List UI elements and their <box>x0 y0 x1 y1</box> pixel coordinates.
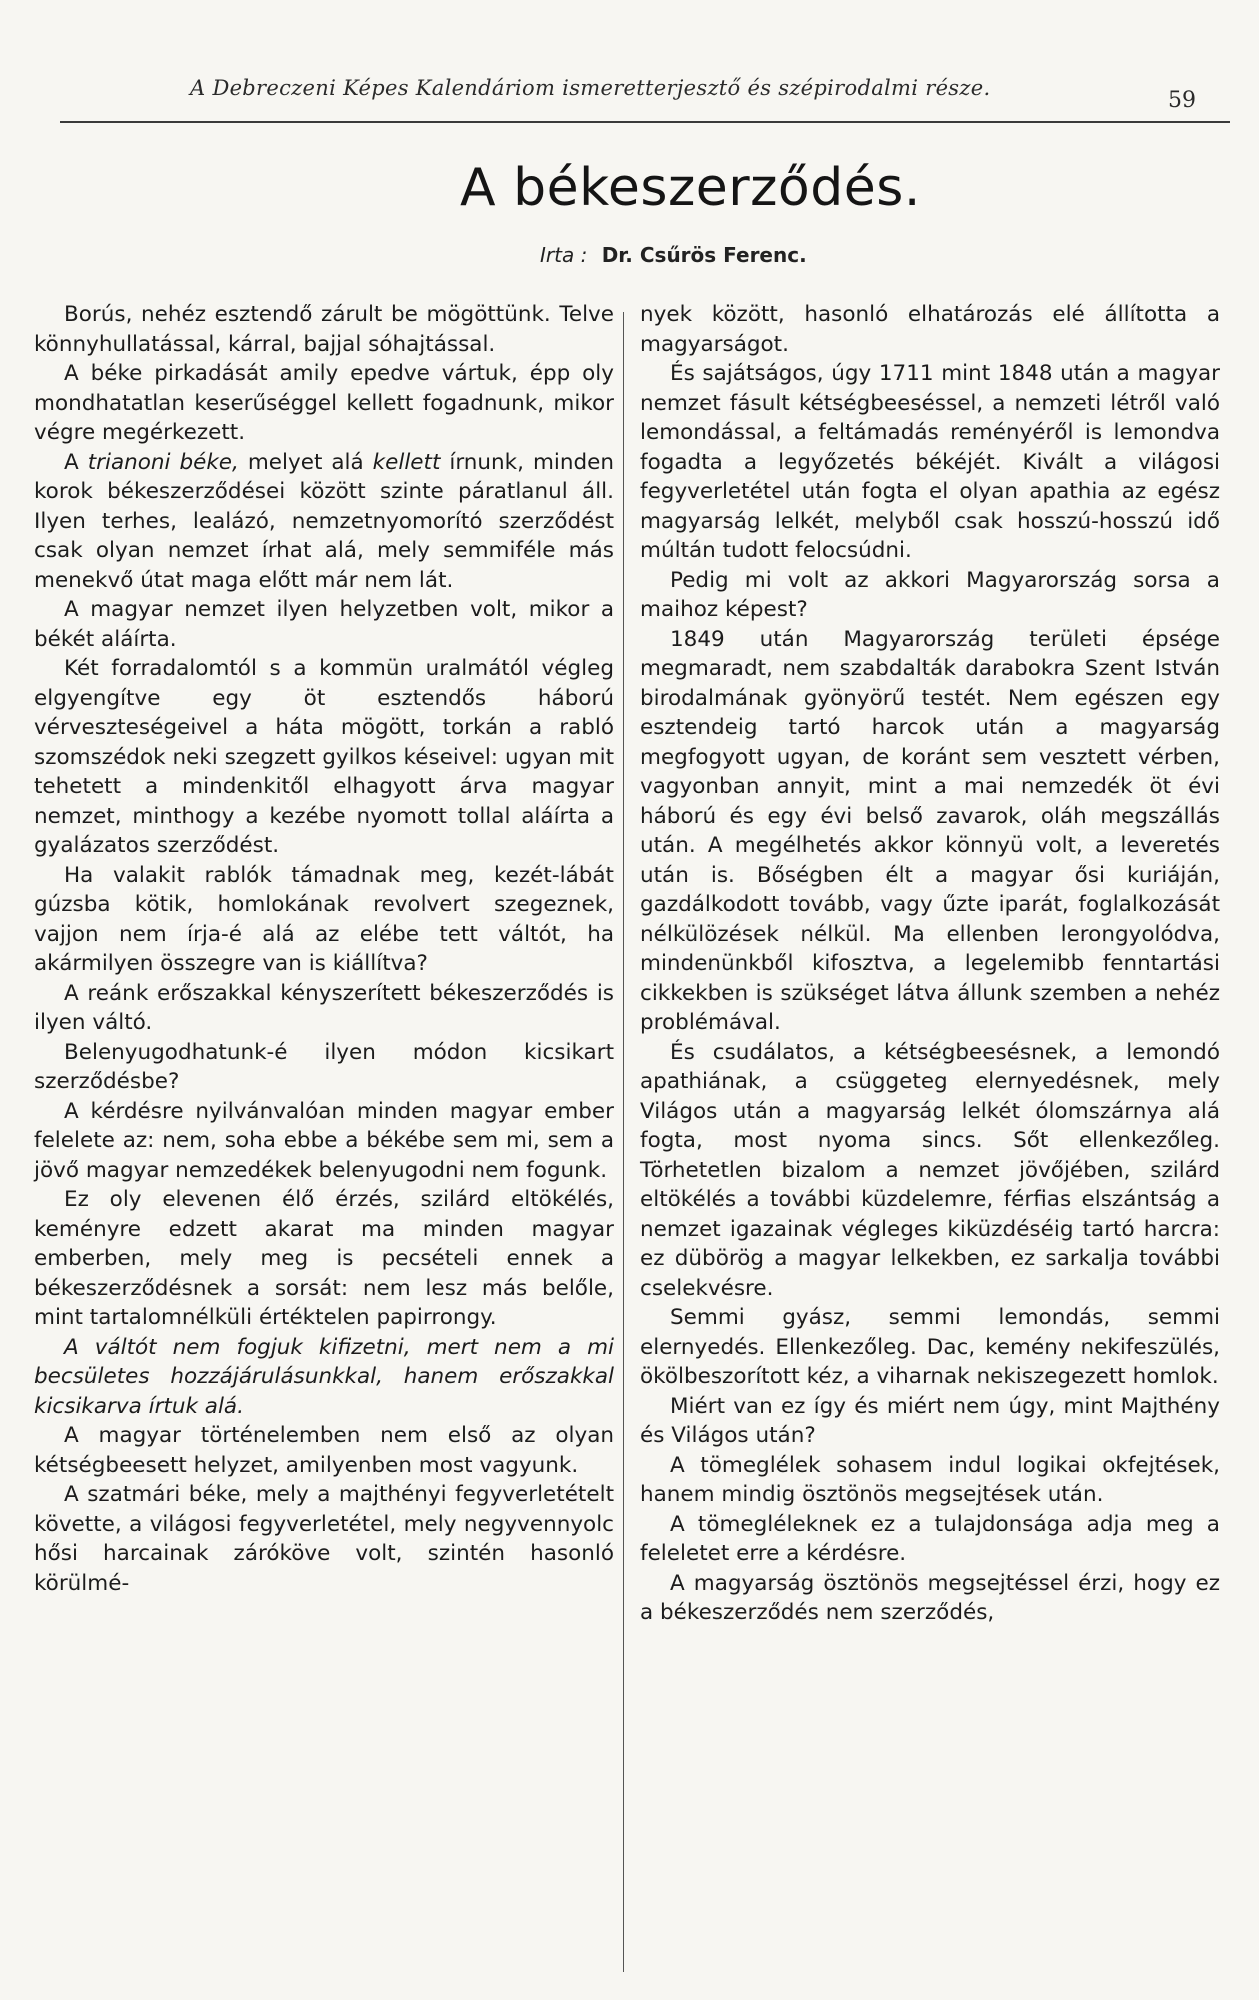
italic-run: kellett <box>372 449 441 475</box>
paragraph: A tömegléleknek ez a tulajdonsága adja meg a feleletet erre a kérdésre. <box>640 1511 1220 1566</box>
paragraph: És sajátságos, úgy 1711 mint 1848 után a magyar nemzet fásult kétségbeeséssel, a nemzeti létről való lemondással, a feltámadás reményéről is lemondva fogadta a legyőzetés békéjét. Kivált a világosi fegyverletétel után fogta el olyan apathia az egész magyarság lelkét, melyből csak hosszú-hosszú idő múltán tudott felocsúdni. <box>640 361 1220 563</box>
paragraph: A tömeglélek sohasem indul logikai okfejtések, hanem mindig ösztönös megsejtések után. <box>640 1452 1220 1507</box>
running-head: A Debreczeni Képes Kalendáriom ismeretterjesztő és szépirodalmi része. <box>190 76 991 100</box>
paragraph: A magyar történelemben nem első az olyan kétségbeesett helyzet, amilyenben most vagyunk. <box>34 1423 614 1478</box>
paragraph: A béke pirkadását amily epedve vártuk, épp oly mondhatatlan keserűséggel kellett fogadnunk, mikor végre megérkezett. <box>34 361 614 445</box>
italic-paragraph: A váltót nem fogjuk kifizetni, mert nem a mi becsületes hozzájárulásunkkal, hanem erőszakkal kicsikarva írtuk alá. <box>34 1334 614 1419</box>
paragraph: Ez oly elevenen élő érzés, szilárd eltökélés, keményre edzett akarat ma minden magyar emberben, mely meg is pecsételi ennek a békeszerződésnek a sorsát: nem lesz más belőle, mint tartalomnélküli értéktelen papirrongy. <box>34 1187 614 1330</box>
paragraph: 1849 után Magyarország területi épsége megmaradt, nem szabdalták darabokra Szent István birodalmának gyönyörű testét. Nem egészen egy esztendeig tartó harcok után a magyarság megfogyott ugyan, de koránt sem vesztett vérben, vagyonban annyit, mint a mai nemzedék öt évi háború és egy évi belső zavarok, oláh megszállás után. A megélhetés akkor könnyü volt, a leveretés után is. Bőségben élt a magyar ősi kuriáján, gazdálkodott tovább, vagy űzte iparát, foglalkozását nélkülözések nélkül. Ma ellenben lerongyolódva, mindenünkből kifosztva, a legelemibb fenntartási cikkekben is szükséget látva állunk szemben a nehéz problémával. <box>640 626 1220 1035</box>
paragraph: Két forradalomtól s a kommün uralmától végleg elgyengítve egy öt esztendős háború vérveszteségeivel a háta mögött, torkán a rabló szomszédok neki szegzett gyilkos késeivel: ugyan mit tehetett a mindenkitől elhagyott árva magyar nemzet, minthogy a kezébe nyomott tollal aláírta a gyalázatos szerződést. <box>34 656 614 858</box>
header-rule <box>60 121 1230 123</box>
paragraph: Pedig mi volt az akkori Magyarország sorsa a maihoz képest? <box>640 567 1220 622</box>
paragraph <box>34 448 614 596</box>
paragraph: A kérdésre nyilvánvalóan minden magyar ember felelete az: nem, soha ebbe a békébe sem mi, sem a jövő magyar nemzedékek belenyugodni nem fogunk. <box>34 1098 614 1183</box>
paragraph: Miért van ez így és miért nem úgy, mint Majthény és Világos után? <box>640 1393 1220 1448</box>
text-run: melyet alá <box>238 449 373 475</box>
paragraph: Ha valakit rablók támadnak meg, kezét-lábát gúzsba kötik, homlokának revolvert szegeznek, vajjon nem írja-é alá az elébe tett váltót, ha akármilyen összegre van is kiállítva? <box>34 862 614 976</box>
paragraph: Semmi gyász, semmi lemondás, semmi elernyedés. Ellenkezőleg. Dac, kemény nekifeszülés, ökölbeszorított kéz, a viharnak nekiszegezett homlok. <box>640 1305 1220 1389</box>
byline-label: Irta : <box>540 243 588 267</box>
paragraph: A magyarság ösztönös megsejtéssel érzi, hogy ez a békeszerződés nem szerződés, <box>640 1570 1220 1625</box>
paragraph: A reánk erőszakkal kényszerített békeszerződés is ilyen váltó. <box>34 980 614 1035</box>
paragraph: Belenyugodhatunk-é ilyen módon kicsikart szerződésbe? <box>34 1039 614 1094</box>
paragraph-continuation: nyek között, hasonló elhatározás elé állította a magyarságot. <box>640 302 1220 357</box>
paragraph: És csudálatos, a kétségbeesésnek, a lemondó apathiának, a csüggeteg elernyedésnek, mely Világos után a magyarság lelkét ólomszárnya alá fogta, most nyoma sincs. Sőt ellenkezőleg. Törhetetlen bizalom a nemzet jövőjében, szilárd eltökélés a további küzdelemre, férfias elszántság a nemzet igazainak végleges kiküzdéséig tartó harcra: ez dübörög a magyar lelkekben, ez sarkalja további cselekvésre. <box>640 1039 1220 1301</box>
text-run: A <box>64 449 88 475</box>
paragraph: Borús, nehéz esztendő zárult be mögöttünk. Telve könnyhullatással, kárral, bajjal sóhajtással. <box>34 302 614 357</box>
column-divider <box>623 312 624 1972</box>
article-title: A békeszerződés. <box>460 158 921 218</box>
right-column <box>640 300 1220 1628</box>
paragraph: A magyar nemzet ilyen helyzetben volt, mikor a békét aláírta. <box>34 597 614 652</box>
page-number: 59 <box>1168 88 1196 113</box>
left-column <box>34 300 614 1598</box>
text-run: írnunk, minden korok békeszerződései között szinte páratlanul áll. Ilyen terhes, lealázó, nemzetnyomorító szerződést csak olyan nemzet írhat alá, mely semmiféle más menekvő útat maga előtt már nem lát. <box>34 449 614 593</box>
paragraph: A szatmári béke, mely a majthényi fegyverletételt követte, a világosi fegyverletétel, mely negyvennyolc hősi harcainak záróköve volt, szintén hasonló körülmé- <box>34 1482 614 1596</box>
author-name: Dr. Csűrös Ferenc. <box>601 243 807 267</box>
italic-run: trianoni béke, <box>87 449 239 475</box>
byline <box>540 243 807 267</box>
